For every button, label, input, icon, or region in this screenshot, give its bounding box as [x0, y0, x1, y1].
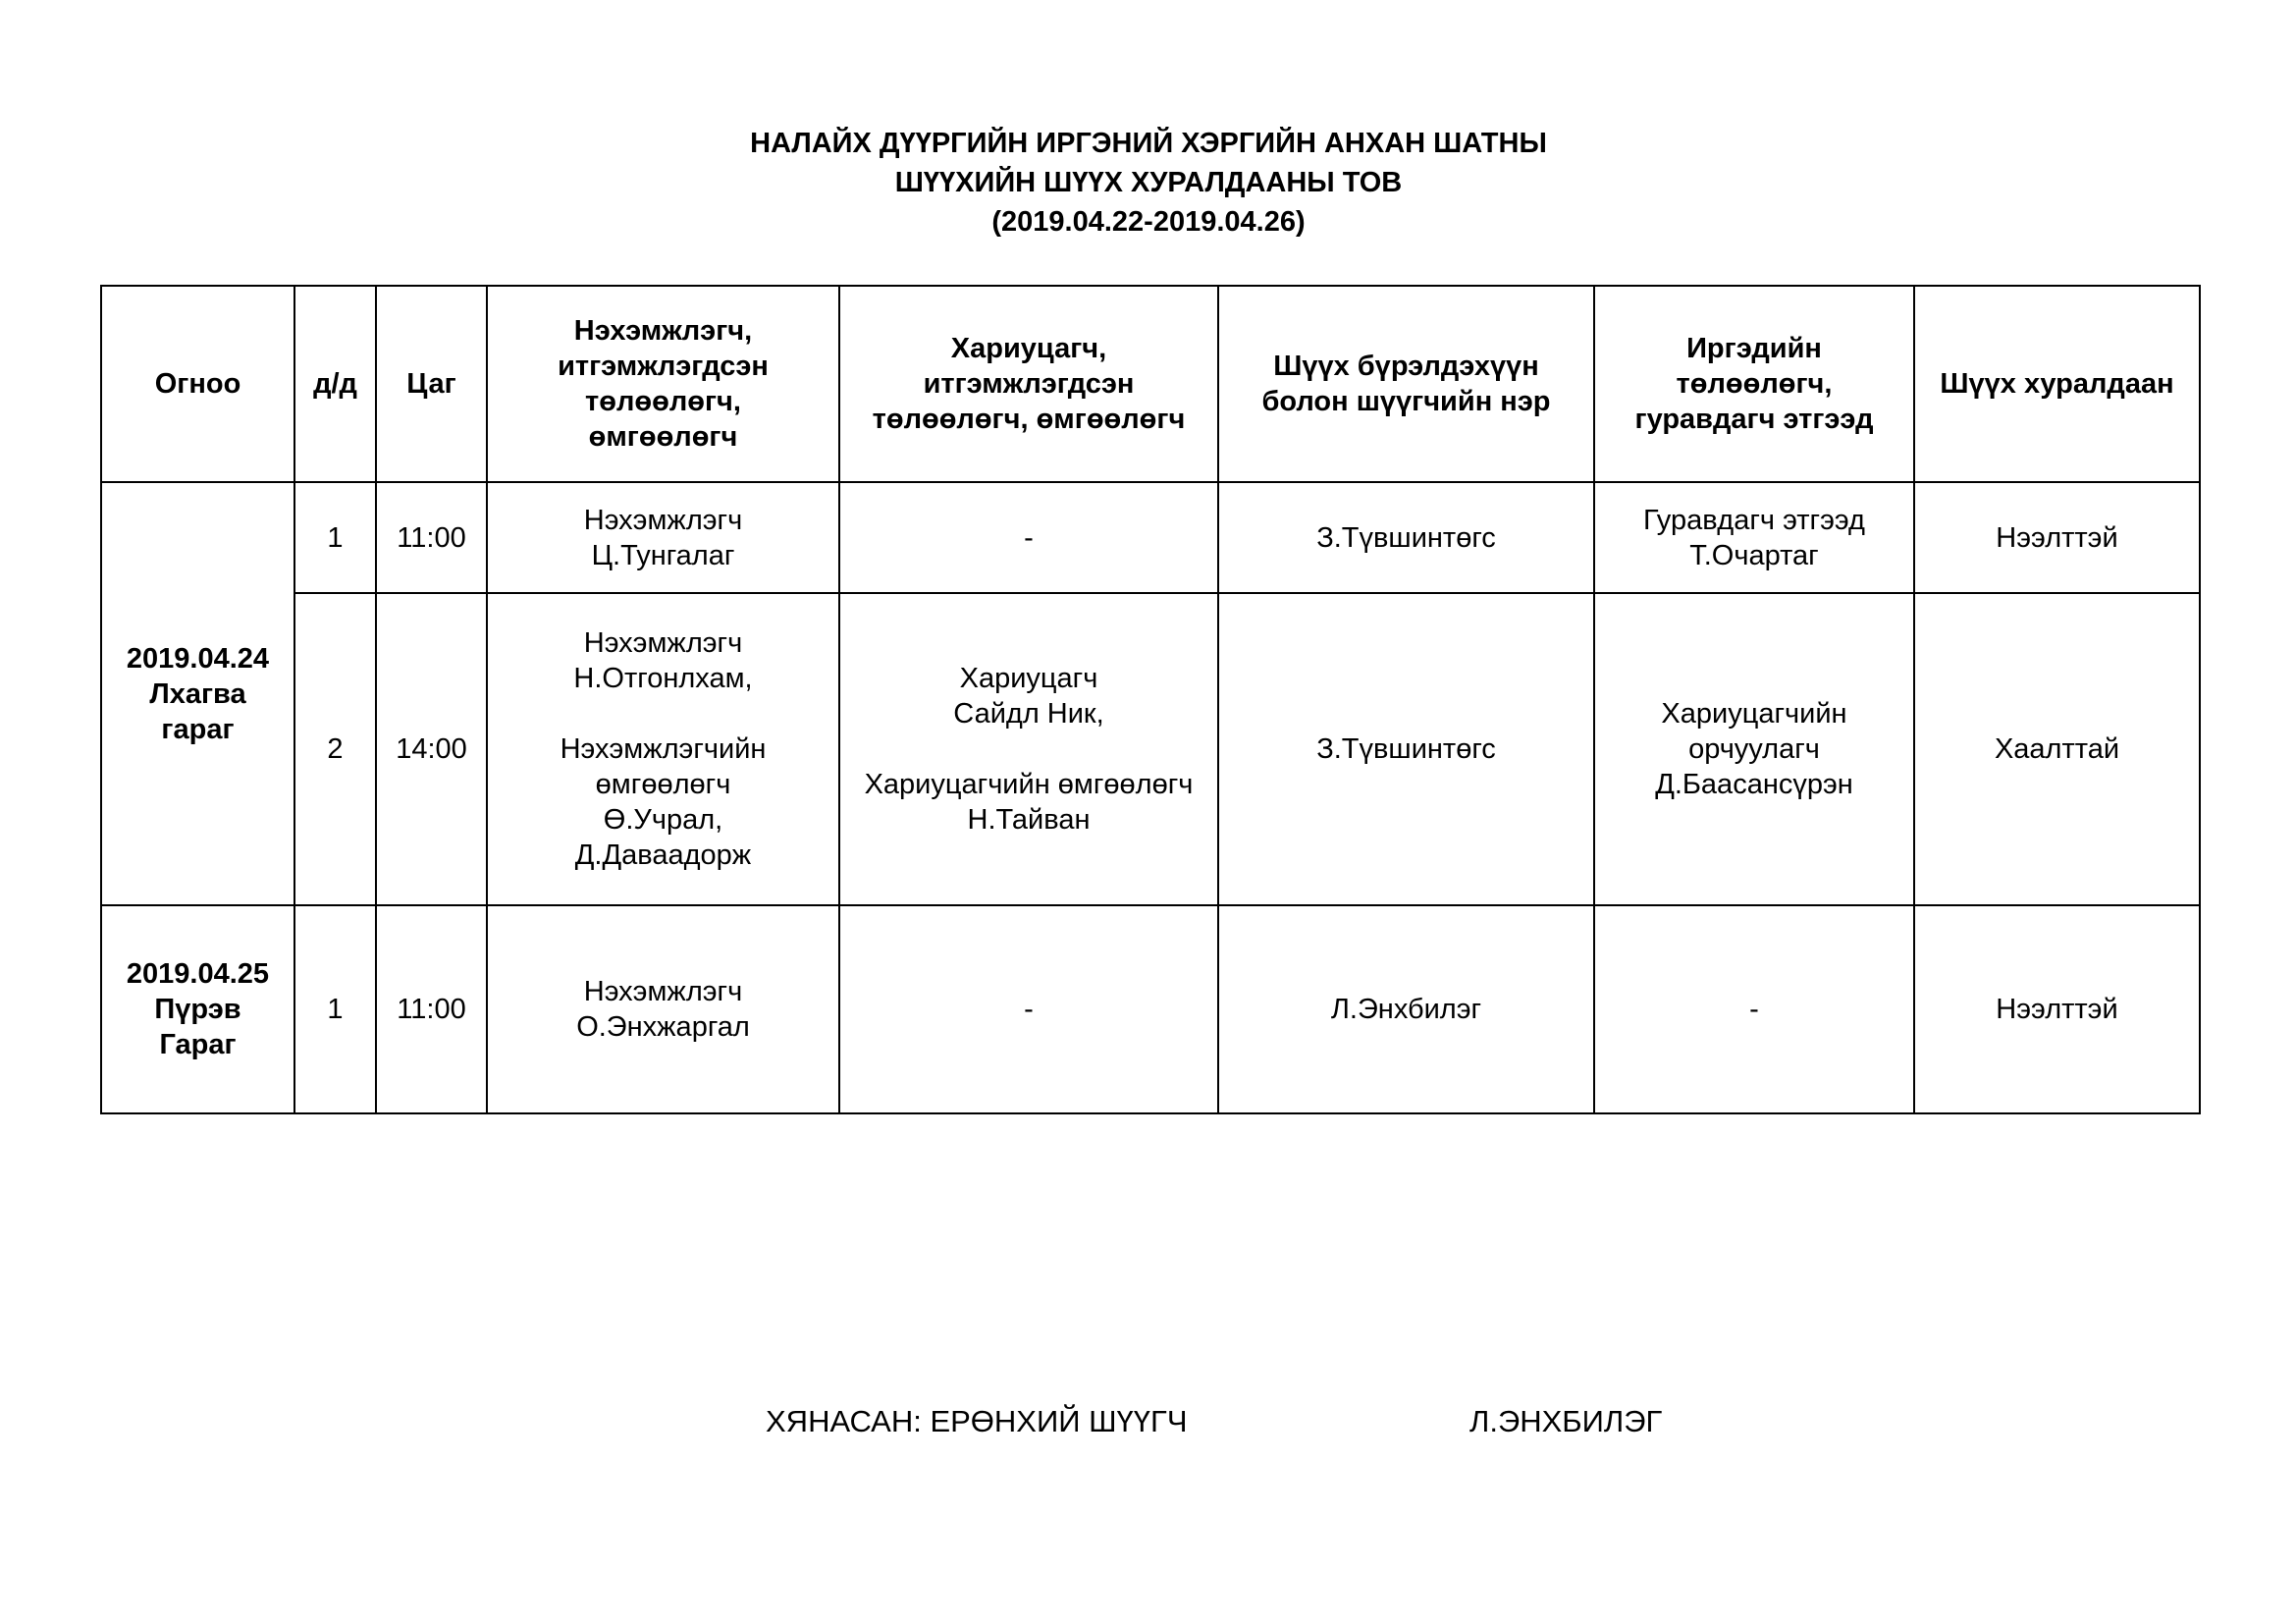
date-cell: 2019.04.25 Пүрэв Гараг: [101, 905, 294, 1113]
plaintiff-cell: Нэхэмжлэгч Н.Отгонлхам, Нэхэмжлэгчийн өмгөөлөгч Ө.Учрал, Д.Даваадорж: [487, 593, 839, 905]
time-cell: 11:00: [376, 482, 487, 593]
column-header-date: Огноо: [101, 286, 294, 482]
hearing-type-cell: Хаалттай: [1914, 593, 2200, 905]
row-number-cell: 1: [294, 482, 376, 593]
column-header-time: Цаг: [376, 286, 487, 482]
judge-cell: Л.Энхбилэг: [1218, 905, 1594, 1113]
judge-cell: З.Түвшинтөгс: [1218, 482, 1594, 593]
column-header-judge: Шүүх бүрэлдэхүүн болон шүүгчийн нэр: [1218, 286, 1594, 482]
hearing-schedule-table: [100, 285, 2201, 1114]
column-header-plaintiff: Нэхэмжлэгч, итгэмжлэгдсэн төлөөлөгч, өмгөөлөгч: [487, 286, 839, 482]
hearing-type-cell: Нээлттэй: [1914, 905, 2200, 1113]
row-number-cell: 1: [294, 905, 376, 1113]
document-date-range: (2019.04.22-2019.04.26): [991, 206, 1306, 238]
signer-name: Л.ЭНХБИЛЭГ: [1469, 1404, 1663, 1438]
defendant-cell: -: [839, 905, 1218, 1113]
defendant-cell: Хариуцагч Сайдл Ник, Хариуцагчийн өмгөөлөгч Н.Тайван: [839, 593, 1218, 905]
third-party-cell: -: [1594, 905, 1914, 1113]
plaintiff-cell: Нэхэмжлэгч О.Энхжаргал: [487, 905, 839, 1113]
plaintiff-cell: Нэхэмжлэгч Ц.Тунгалаг: [487, 482, 839, 593]
column-header-third-party: Иргэдийн төлөөлөгч, гуравдагч этгээд: [1594, 286, 1914, 482]
third-party-cell: Хариуцагчийн орчуулагч Д.Баасансүрэн: [1594, 593, 1914, 905]
reviewed-by-label: ХЯНАСАН: ЕРӨНХИЙ ШҮҮГЧ: [766, 1404, 1188, 1438]
row-number-cell: 2: [294, 593, 376, 905]
document-title-line-2: ШҮҮХИЙН ШҮҮХ ХУРАЛДААНЫ ТОВ: [894, 167, 1403, 198]
table-header-row: [101, 286, 2200, 482]
document-title-line-1: НАЛАЙХ ДҮҮРГИЙН ИРГЭНИЙ ХЭРГИЙН АНХАН ШАТНЫ: [750, 128, 1547, 159]
column-header-number: д/д: [294, 286, 376, 482]
third-party-cell: Гуравдагч этгээд Т.Очартаг: [1594, 482, 1914, 593]
table-row: [101, 593, 2200, 905]
time-cell: 11:00: [376, 905, 487, 1113]
column-header-defendant: Хариуцагч, итгэмжлэгдсэн төлөөлөгч, өмгөөлөгч: [839, 286, 1218, 482]
table-row: [101, 482, 2200, 593]
defendant-cell: -: [839, 482, 1218, 593]
judge-cell: З.Түвшинтөгс: [1218, 593, 1594, 905]
date-cell: 2019.04.24 Лхагва гараг: [101, 482, 294, 905]
table-row: [101, 905, 2200, 1113]
time-cell: 14:00: [376, 593, 487, 905]
column-header-hearing: Шүүх хуралдаан: [1914, 286, 2200, 482]
hearing-type-cell: Нээлттэй: [1914, 482, 2200, 593]
